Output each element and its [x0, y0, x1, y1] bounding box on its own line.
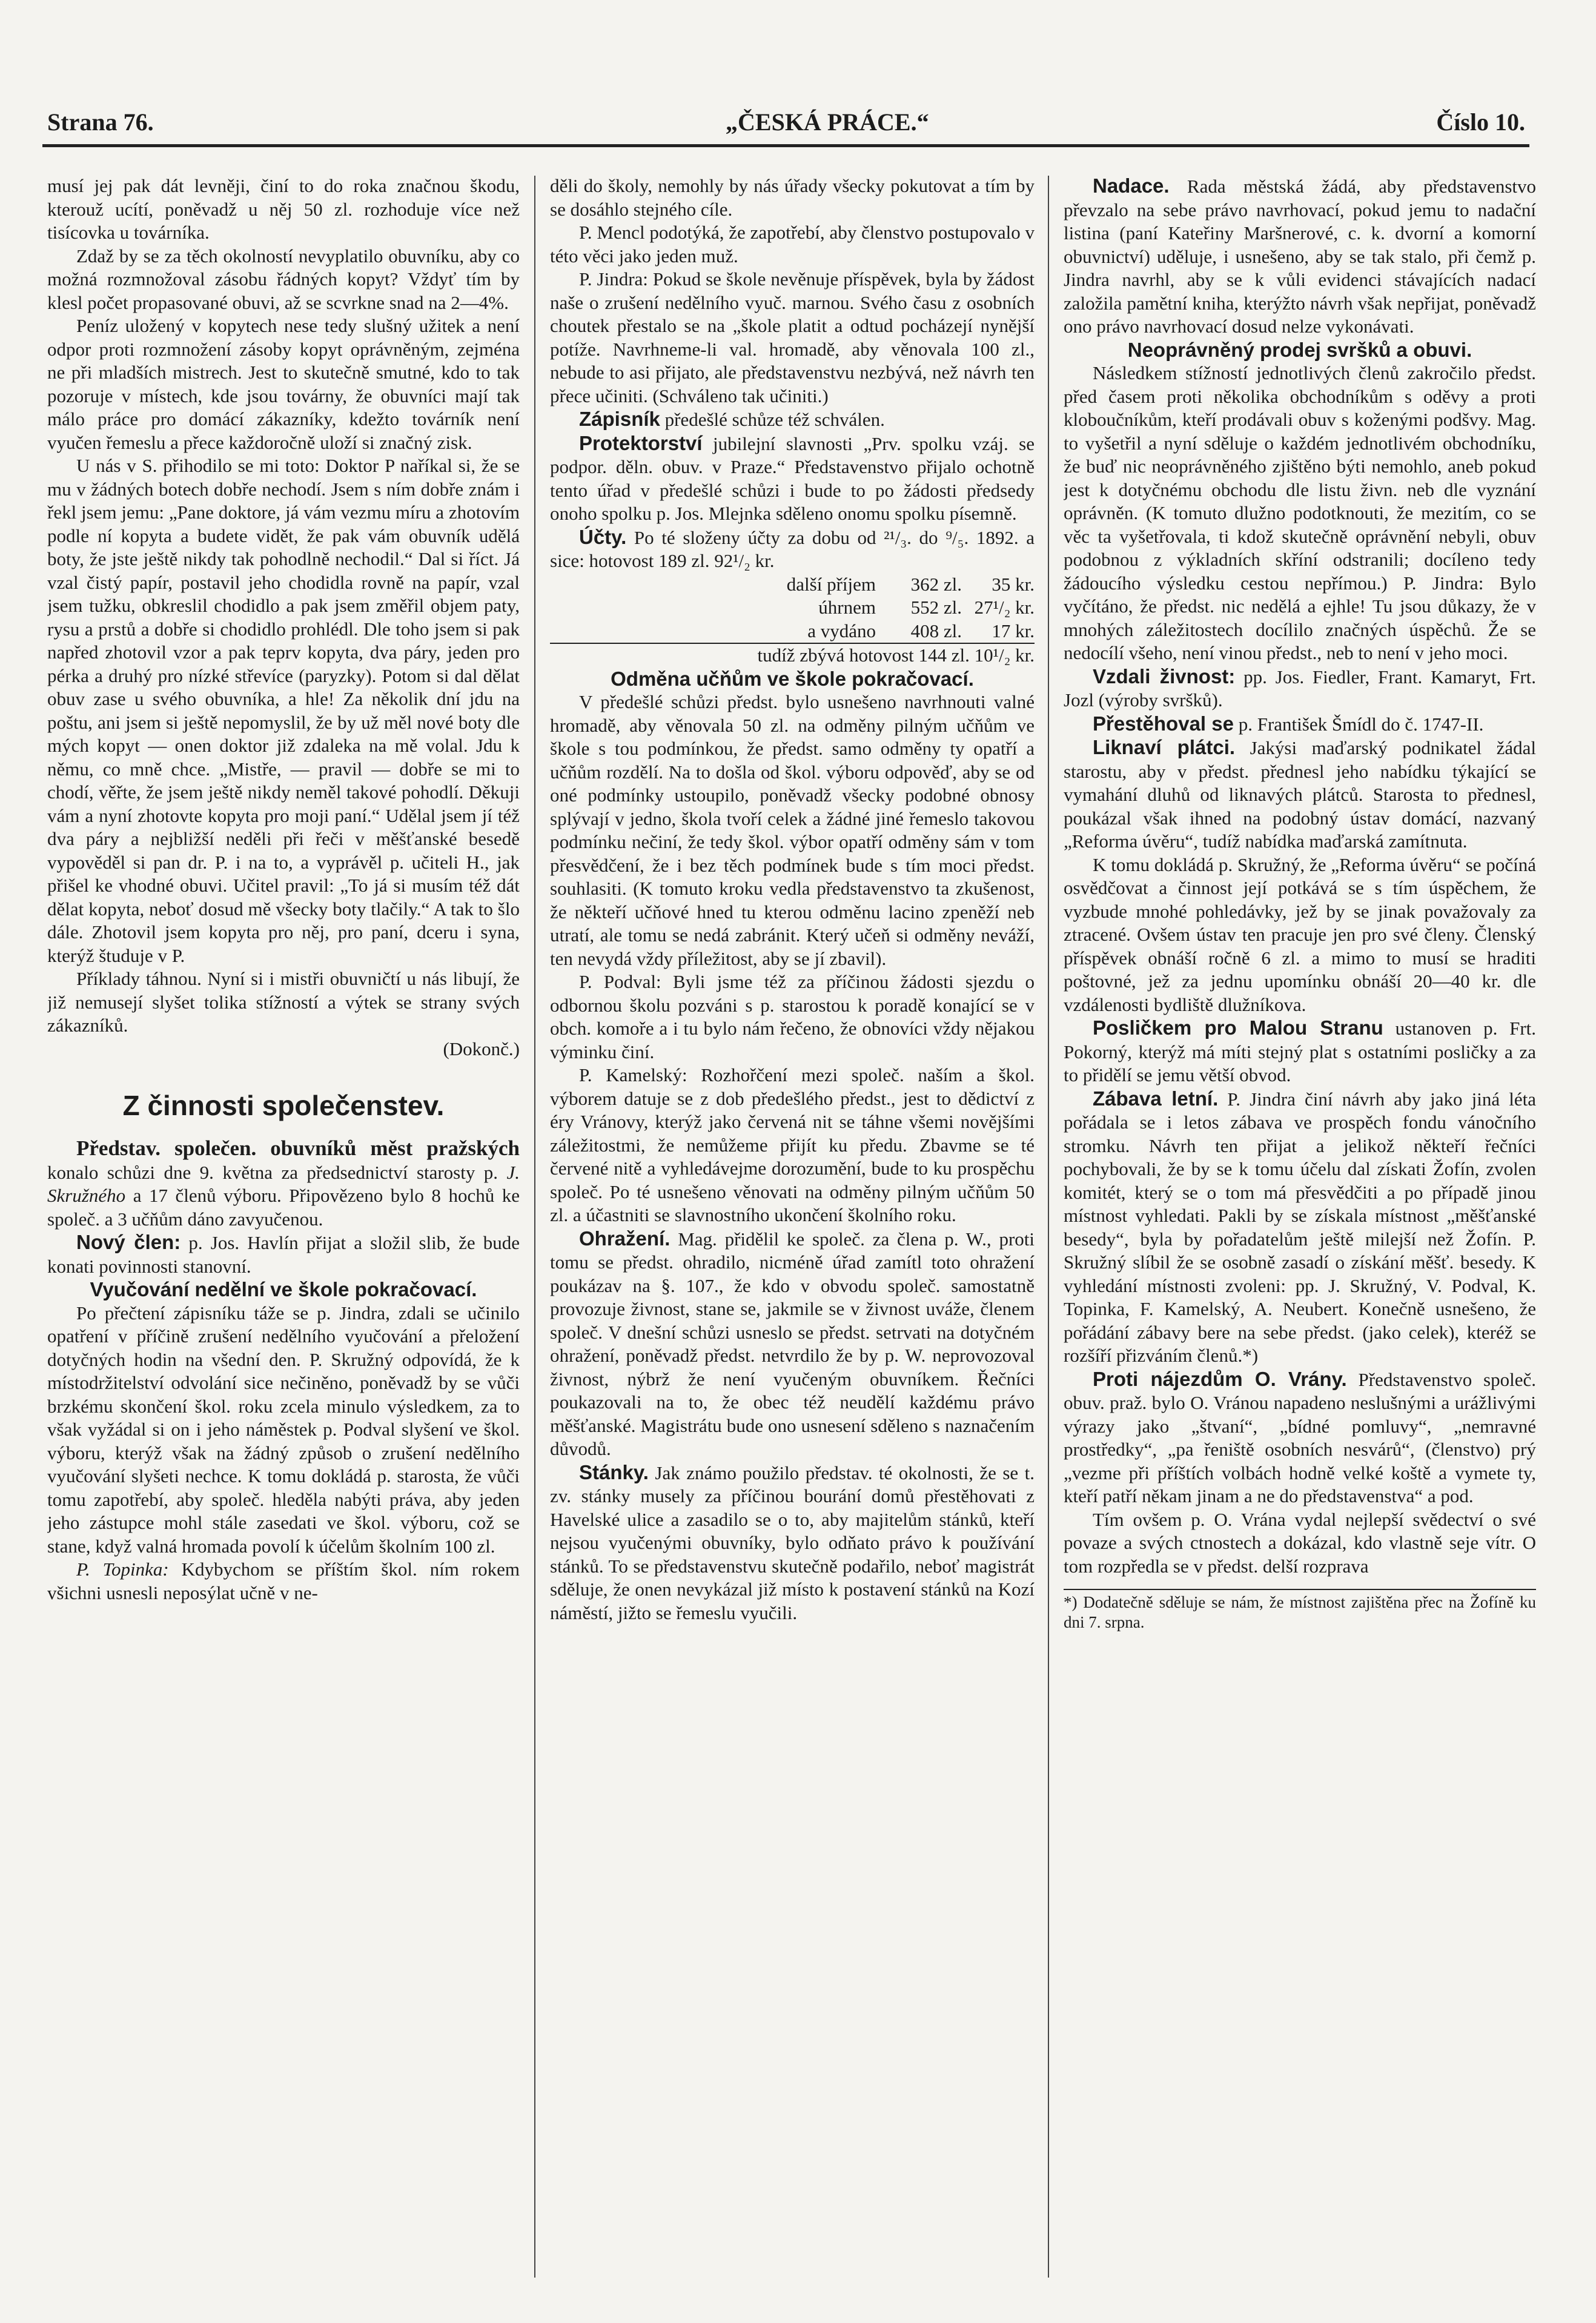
column-divider — [1048, 176, 1049, 2278]
subheading: Stánky. — [579, 1460, 649, 1483]
footnote: *) Dodatečně sděluje se nám, že místnost zajištěna přec na Žofíně ku dni 7. srpna. — [1064, 1589, 1536, 1632]
paragraph — [47, 1558, 520, 1605]
paragraph — [550, 1461, 1035, 1625]
paragraph: musí jej pak dát levněji, činí to do roka značnou škodu, kterouž ucítí, poněvadž u něj 50 zl. rozhoduje více než tisícovka u továrníka. — [47, 175, 520, 243]
paragraph-text: Jak známo použilo představ. té okolnosti, že se t. zv. stánky musely za příčinou bourání domů přestěhovati z Havelské ulice a zasadilo se o to, aby majitelům stánků, kteří nejsou vyučenými obuvníky, bylo odňato právo k používání stánků. To se představenstvu skutečně podařilo, neboť magistrát sděluje, že onen nevykázal již místo k postavení stánků na Kozí náměstí, jižto se řemeslu vyučili. — [550, 1462, 1035, 1623]
paragraph — [1064, 712, 1536, 737]
paragraph: Tím ovšem p. O. Vrána vydal nejlepší svědectví o své povaze a svých ctnostech a dokázal, kdo vlastně seje vítr. O tom rozpředla se v předst. delší rozprava — [1064, 1508, 1536, 1577]
paragraph — [47, 1231, 520, 1278]
paragraph — [1064, 174, 1536, 339]
paragraph — [1064, 1087, 1536, 1368]
subheading: Zápisník — [579, 408, 660, 430]
accounts-table — [550, 573, 1035, 645]
paragraph-text: Příklady táhnou. Nyní si i mistři obuvničtí u nás libují, že již nemusejí slyšet tolika stížností a výtek se strany svých zákazníků. — [47, 968, 520, 1036]
paragraph-text: pp. Jos. Fiedler, Frant. Kamaryt, Frt. Jozl (výroby svršků). — [1064, 666, 1536, 711]
table-cell: a vydáno — [550, 620, 883, 644]
paragraph: V předešlé schůzi předst. bylo usnešeno navrhnouti valné hromadě, aby věnovala 50 zl. na odměny pilným učňům ve škole s tou podmínkou, že předst. samo odměny ty opatří a učňům rozdělí. Na to došla od škol. výboru odpověď, aby se od oné podmínky ustoupilo, poněvadž všecky podobné obnosy splývají v jedno, škola tvoří celek a žádné jiné řemeslo takovou podmínku nečiní, že tedy škol. výbor opatří odměny sám v tom přesvědčení, že i bez těch podmínek bude s tím moci předst. souhlasiti. (K tomuto kroku vedla představenstvo ta zkušenost, že někteří učňové hned tu kterou odměnu lacino zpeněží neb utratí, ale tomu se nedá zabránit. Který učeň si odměny neváží, ten nevydá vždy příležitost, aby se jí zbavil). — [550, 691, 1035, 969]
column-2 — [550, 174, 1035, 2295]
paragraph-text: p. František Šmídl do č. 1747-II. — [1238, 713, 1484, 735]
table-cell: úhrnem — [818, 597, 876, 618]
paragraph-text: Kdybychom se příštím škol. ním rokem všichni usnesli neposýlat učně v ne- — [47, 1559, 520, 1603]
table-row — [550, 620, 1035, 644]
paragraph — [550, 408, 1035, 432]
paragraph: P. Podval: Byli jsme též za příčinou žádosti sjezdu o odbornou školu pozváni s p. starostou k poradě konající se v obch. komoře a i tu bylo nám řečeno, že obnovíci vždy nějakou výminku činí. — [550, 971, 1035, 1062]
subheading: Vzdali živnost: — [1093, 664, 1236, 688]
paragraph: P. Mencl podotýká, že zapotřebí, aby členstvo postupovalo v této věci jako jeden muž. — [550, 222, 1035, 267]
paragraph: Zdaž by se za těch okolností nevyplatilo obuvníku, aby co možná rozmnožoval zásobu řádných kopyt? Vždyť tím by klesl počet propasované obuvi, až se scvrkne snad na 2—4%. — [47, 245, 520, 313]
subheading: Přestěhoval se — [1093, 712, 1234, 735]
table-row — [550, 573, 1035, 597]
paragraph-text: jubilejní slavnosti „Prv. spolku vzáj. se podpor. děln. obuv. v Praze.“ Představenstvo přijalo ochotně tento úřad v předešlé schůzi i bude to po žádosti předsedy onoho spolku p. Jos. Mlejnka sděleno onomu spolku písemně. — [550, 432, 1035, 524]
column-1 — [47, 174, 520, 2295]
person-name: J. Skružného — [47, 1161, 520, 1206]
continued-note: (Dokonč.) — [443, 1038, 520, 1059]
paragraph — [1064, 1368, 1536, 1508]
table-cell: 552 zl. — [910, 597, 962, 618]
speaker: P. Topinka: — [76, 1559, 169, 1580]
page-header — [47, 108, 1525, 144]
paragraph — [1064, 1016, 1536, 1087]
subheading: Představ. společen. obuvníků měst pražských — [76, 1136, 520, 1160]
subheading: Liknaví plátci. — [1093, 736, 1236, 758]
paragraph: Peníz uložený v kopytech nese tedy slušný užitek a není odpor proti rozmnožení zásoby kopyt oprávněným, zejména ne při mladších mistrech. Jest to skutečně smutné, kdo to tak pozoruje v místech, kde jsou továrny, že obuvníci mají tak málo práce pro domácí zákazníky, kdežto továrník není vyučen řemeslu a přece každoročně uloží si značný zisk. — [47, 315, 520, 453]
column-divider — [534, 176, 535, 2278]
paragraph-text: p. Jos. Havlín přijat a složil slib, že bude konati povinnosti stanovní. — [47, 1232, 520, 1277]
paragraph-text: P. Jindra činí návrh aby jako jiná léta pořádala se i letos zábava ve prospěch fondu vánočního stromku. Návrh ten přijat a jelikož někteří řečníci pochybovali, že by se k tomu účelu dal získati Žofín, zvolen komitét, který se o tom má přesvědčiti a po případě jinou místnost vyhledati. Pakli by se získala místnost „měšťanské besedy“, byla by pořadatelům ještě milejší než Žofín. P. Skružný slíbil že se osobně zasadí o získání měšť. besedy. K vyhledání místnosti zvoleni: pp. J. Skružný, V. Podval, K. Topinka, F. Kamelský, A. Neubert. Konečně usnešeno, že pořádání zábavy bere na sebe předst. (jako celek), kteréž se rozšíří přizváním členů.*) — [1064, 1088, 1536, 1366]
paragraph-text: Rada městská žádá, aby představenstvo převzalo na sebe právo navrhovací, pokud jemu to nadační listina (paní Kateřiny Maršnerové, c. k. dvorní a komorní obuvnictví) uděluje, i usnešeno, aby se tak stalo, při čemž p. Jindra navrhl, aby se k vůli evidenci stávajících nadací založila pamětní kniha, kterýžto návrh však nepřijat, poněvadž ono právo navrhovací dosud nelze vykonávati. — [1064, 176, 1536, 337]
paragraph-text: Představenstvo společ. obuv. praž. bylo O. Vránou napadeno neslušnými a urážlivými výrazy jako „štvaní“, „bídné pomluvy“, „nemravné prostředky“, „pa řeniště osobních nesvárů“, (členstvo) prý „vezme při příštích volbách hodně velké koště a vymete ty, kteří patří někam jinam a ne do představenstva“ a pod. — [1064, 1368, 1536, 1506]
paragraph-text: a 17 členů výboru. Připovězeno bylo 8 hochů ke společ. a 3 učňům dáno zavyučenou. — [47, 1185, 520, 1230]
paragraph: Následkem stížností jednotlivých členů zakročilo předst. před časem proti několika obchodníkům s oděvy a proti kloboučníkům, kteří prodávali obuv s koženými podšvy. Mag. to vyšetřil a nyní sděluje o každém jednotlivém obchodníku, že buď nic neoprávněného zjištěno býti nemohlo, aneb pokud jest k dotyčnému obchodu dle listu živn. neb dle vyznání oprávněn. (K tomuto dlužno podotknouti, že mezitím, co se věc ta vyšetřovala, ti kdož skutečně oprávnění nebyli, obuv podobnou z výkladních skříní odstranili; docíleno tedy žádoucího výsledku cestou nepřímou.) P. Jindra: Bylo vyčítáno, že předst. nic nedělá a ejhle! Tu jsou důkazy, že v mnohých záležitostech docílilo značných úspěchů. Že se nedocílí všeho, není vinou předst., neb to není v jeho moci. — [1064, 362, 1536, 663]
subheading: Nadace. — [1093, 174, 1170, 197]
subheading: Posličkem pro Malou Stranu — [1093, 1016, 1383, 1039]
paragraph-text: Jakýsi maďarský podnikatel žádal starostu, aby v předst. přednesl jeho nabídku týkající se vymahání dluhů od liknavých plátců. Starosta to přednesl, poukázal však ihned na podobný ústav domácí, nazvaný „Reforma úvěru“, tudíž nabídka maďarská zamítnuta. — [1064, 737, 1536, 852]
paragraph — [550, 526, 1035, 573]
table-cell: 362 zl. — [910, 573, 962, 595]
masthead-title: „ČESKÁ PRÁCE.“ — [726, 108, 929, 136]
paragraph-text: konalo schůzi dne 9. května za předsednictví starosty p. — [47, 1161, 498, 1183]
subheading: Proti nájezdům O. Vrány. — [1093, 1367, 1347, 1390]
table-row — [550, 596, 1035, 620]
subheading: Zábava letní. — [1093, 1087, 1219, 1110]
table-cell: další příjem — [786, 573, 876, 595]
paragraph-text: Mag. přidělil ke společ. za člena p. W., proti tomu se předst. ohradilo, nicméně úřad zamítl toto ohražení poukázav na §. 107., že kdo v obvodu společ. samostatně provozuje živnost, stane se, jakmile se v živnost uváže, členem společ. V dnešní schůzi usneslo se předst. setrvati na dotyčném ohražení, poněvadž předst. netvrdilo že by p. W. neprovozoval živnost, nýbrž že není vyučeným obuvníkem. Řečníci poukazovali na to, že obec též neudělí každému právo měšťanské. Magistrátu bude ono usnesení sděleno s naznačením důvodů. — [550, 1228, 1035, 1459]
paragraph: P. Jindra: Pokud se škole nevěnuje příspěvek, byla by žádost naše o zrušení nedělního vyuč. marnou. Svého času z osobních choutek přestalo se na „škole platit a odtud pocházejí nynější potíže. Navrhneme-li val. hromadě, aby věnovala 100 zl., nebude to asi přijato, ale představenstvu nezbývá, než návrh ten přece učiniti. (Schváleno tak učiniti.) — [550, 268, 1035, 406]
column-3 — [1064, 174, 1536, 2295]
table-cell: 408 zl. — [883, 620, 962, 644]
issue-number: Číslo 10. — [1436, 108, 1525, 136]
paragraph — [1064, 665, 1536, 712]
paragraph: Po přečtení zápisníku táže se p. Jindra, zdali se učinilo opatření v příčině zrušení nedělního vyučování a přeložení dotyčných hodin na všední den. P. Skružný odpovídá, že k místodržitelství odvolání sice nečiněno, poněvadž by se vůči brzkému skončení škol. roku zcela minulo výsledkem, za to však vyžádal si on i jeho náměstek p. Podval slyšení ve škol. výboru, kterýž však na žádný způsob o zrušení nedělního vyučování slyšeti nechce. K tomu dokládá p. starosta, že vůči tomu zapotřebí, aby společ. hleděla nabýti práva, aby jeden jeho zástupce mohl stále zasedati ve škol. výboru, což se stane, když valná hromada povolí k účelům školním 100 zl. — [47, 1302, 520, 1557]
subheading: Účty. — [579, 525, 627, 548]
paragraph — [550, 1227, 1035, 1461]
section-title: Z činnosti společenstev. — [122, 1090, 445, 1121]
paragraph — [47, 1137, 520, 1231]
table-cell: 35 kr. — [992, 573, 1035, 595]
paragraph: K tomu dokládá p. Skružný, že „Reforma úvěru“ se počíná osvědčovat a činnost její potkává se s tím úspěchem, že vyzbude mnohé pohledávky, jež by se jinak považovaly za ztracené. Ovšem ústav ten pracuje jen pro své členy. Členský příspěvek obnáší ročně 6 zl. a mimo to musí se hraditi poštovné, jež za jednu upomínku obnáší 20—40 kr. dle vzdálenosti bydliště dlužníkova. — [1064, 853, 1536, 1015]
paragraph-text: ustanoven p. Frt. Pokorný, kterýž má míti stejný plat s ostatními posličky a za to přidělí se jemu větší obvod. — [1064, 1018, 1536, 1085]
paragraph: děli do školy, nemohly by nás úřady všecky pokutovat a tím by se dosáhlo stejného cíle. — [550, 175, 1035, 220]
paragraph: P. Kamelský: Rozhořčení mezi společ. naším a škol. výborem datuje se z dob předešlého předst., jest to dědictví z éry Vránovy, kterýž jako červená nit se táhne všemi novějšími záležitostmi, že nemůžeme přijít ku předu. Zbavme se té červené nitě a vyhledávejme dorozumění, bude to ku prospěchu společ. Po té usnešeno věnovati na odměny pilným učňům 50 zl. a účastniti se slavnostního ukončení školního roku. — [550, 1064, 1035, 1225]
table-cell: 27¹/₂ kr. — [974, 597, 1035, 618]
header-rule — [42, 144, 1529, 147]
subheading: Nový člen: — [76, 1231, 181, 1253]
subheading: Protektorství — [579, 431, 703, 454]
paragraph-text: předešlé schůze též schválen. — [664, 409, 885, 430]
paragraph — [1064, 736, 1536, 853]
subheading: Ohražení. — [579, 1227, 671, 1250]
table-cell: 17 kr. — [962, 620, 1035, 644]
paragraph-text: Po té složeny účty za dobu od ²¹/₃. do ⁹/₅. 1892. a sice: hotovost 189 zl. 92¹/₂ kr. — [550, 526, 1035, 571]
paragraph — [47, 967, 520, 1038]
account-total: tudíž zbývá hotovost 144 zl. 10¹/₂ kr. — [757, 645, 1035, 666]
subheading: Odměna učňům ve škole pokračovací. — [611, 667, 974, 690]
subheading: Neoprávněný prodej svršků a obuvi. — [1127, 338, 1472, 361]
page-number: Strana 76. — [47, 108, 154, 136]
paragraph — [550, 432, 1035, 526]
subheading: Vyučování nedělní ve škole pokračovací. — [90, 1278, 477, 1301]
paragraph: U nás v S. přihodilo se mi toto: Doktor P naříkal si, že se mu v žádných botech dobře nechodí. Jsem s ním dobře znám i řekl jsem jemu: „Pane doktore, já vám vezmu míru a zhotovím podle ní kopyta a budete vidět, že pak vám obuvník udělá boty, že jste ještě nikdy tak pohodlně nechodil.“ Dal si říct. Já vzal čistý papír, postavil jeho chodidla rovně na papír, vzal jsem tužku, obkreslil chodidlo a pak jsem změřil objem paty, rysu a prstů a dobře si chodidlo prohlédl. Dle toho jsem si pak napřed zhotovil vzor a pak teprv kopyta, dva páry, jeden pro pérka a druhý pro nízké střevíce (paryzky). Potom si dal dělat obuv zase u svého obuvníka, a hle! Za několik dní jdu na poštu, ani jsem si ještě nepomyslil, že by už měl nové boty dle mých kopyt — onen doktor již zdaleka na mě volal. Jdu k němu, co mně chce. „Mistře, — pravil — dobře se mi to chodí, věřte, že jsem ještě nikdy neměl takové pohodlí. Děkuji vám a nyní zhotovte kopyta pro moji paní.“ Udělal jsem jí též dva páry a nejbližší neděli při řeči v měšťanské besedě vypověděl si pan dr. P. i na to, a vyprávěl p. učiteli H., jak přišel ke vhodné obuvi. Učitel pravil: „To já si musím též dát dělat kopyta, neboť dosud mě všecky boty tlačily.“ A tak to šlo dále. Zhotovil jsem kopyta pro něj, pro paní, dceru i syna, kterýž študuje v P. — [47, 455, 520, 966]
